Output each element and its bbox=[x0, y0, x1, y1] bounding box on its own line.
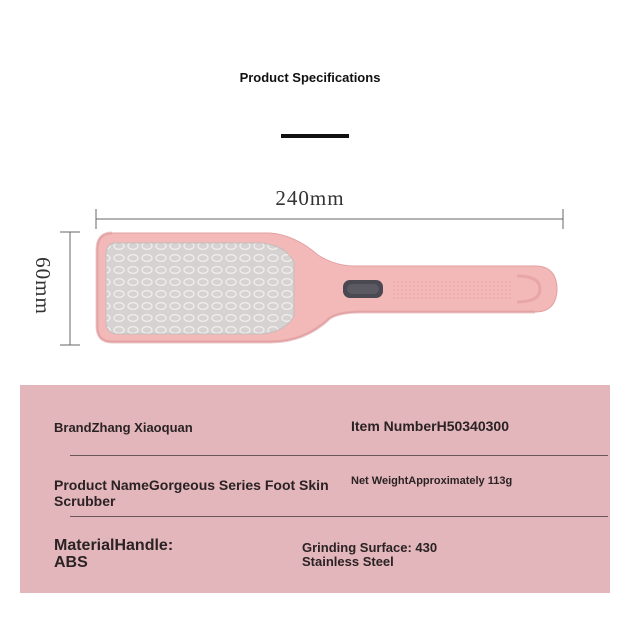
spec-net-weight: Net WeightApproximately 113g bbox=[351, 475, 513, 487]
grinding-plate bbox=[106, 243, 294, 334]
spec-item-number: Item NumberH50340300 bbox=[351, 418, 509, 434]
width-dimension-label: 60mm bbox=[31, 257, 55, 315]
specifications-panel bbox=[20, 385, 610, 593]
length-dimension-label: 240mm bbox=[275, 186, 345, 210]
row-divider bbox=[70, 455, 608, 456]
spec-material: MaterialHandle: ABS bbox=[54, 537, 174, 571]
spec-grinding-surface: Grinding Surface: 430 Stainless Steel bbox=[302, 540, 438, 569]
row-divider bbox=[70, 516, 608, 517]
width-dimension-line bbox=[60, 232, 80, 345]
length-dimension-line bbox=[96, 209, 563, 229]
spec-brand: BrandZhang Xiaoquan bbox=[54, 420, 193, 435]
title-underline bbox=[281, 134, 349, 138]
handle-grip-dots bbox=[392, 279, 512, 299]
spec-product-name: Product NameGorgeous Series Foot Skin Scrubber bbox=[54, 477, 329, 509]
page-title: Product Specifications bbox=[239, 70, 381, 85]
foot-scrubber-illustration bbox=[0, 195, 630, 355]
